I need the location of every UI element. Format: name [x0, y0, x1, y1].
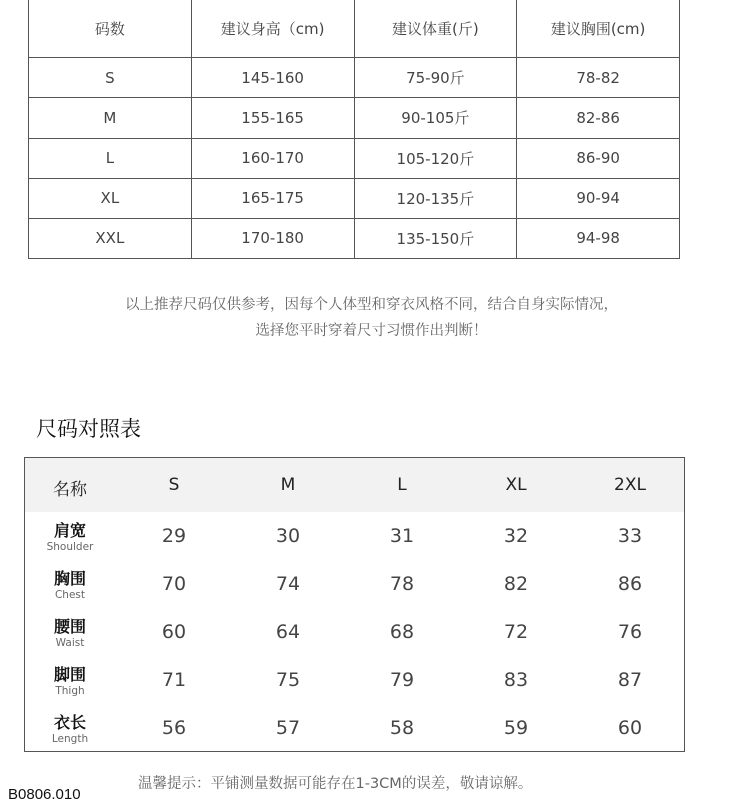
- size-cell: L: [29, 138, 192, 178]
- value-cell: 64: [275, 621, 301, 643]
- value-cell: 74: [275, 573, 301, 595]
- header-size-cell: M: [280, 475, 296, 495]
- comparison-header-row: [25, 458, 684, 512]
- recommend-header-cell: 建议身高（cm): [191, 0, 354, 58]
- bust-cell: 86-90: [517, 138, 680, 178]
- value-cell: 31: [389, 525, 415, 547]
- header-name-cell: 名称: [53, 480, 87, 500]
- measure-name-cn: 肩宽: [53, 521, 86, 540]
- value-cell: 56: [161, 717, 187, 739]
- size-cell: M: [29, 98, 192, 138]
- weight-cell: 75-90斤: [354, 58, 517, 98]
- value-cell: 32: [503, 525, 529, 547]
- table-row: [29, 218, 680, 258]
- measure-name-en: Waist: [55, 637, 85, 649]
- value-cell: 60: [617, 717, 643, 739]
- height-cell: 170-180: [191, 218, 354, 258]
- table-row: [29, 138, 680, 178]
- recommend-header-row: [29, 0, 680, 58]
- value-cell: 86: [617, 573, 643, 595]
- measure-name-cn: 脚围: [53, 665, 86, 684]
- header-size-cell: XL: [505, 475, 527, 495]
- value-cell: 83: [503, 669, 529, 691]
- recommend-note-line2: 选择您平时穿着尺寸习惯作出判断！: [255, 323, 488, 339]
- measure-name-en: Shoulder: [46, 541, 94, 553]
- weight-cell: 90-105斤: [354, 98, 517, 138]
- height-cell: 160-170: [191, 138, 354, 178]
- weight-cell: 105-120斤: [354, 138, 517, 178]
- value-cell: 76: [617, 621, 643, 643]
- weight-cell: 135-150斤: [354, 218, 517, 258]
- value-cell: 78: [389, 573, 415, 595]
- size-comparison-table: [24, 457, 685, 752]
- bust-cell: 94-98: [517, 218, 680, 258]
- weight-cell: 120-135斤: [354, 178, 517, 218]
- value-cell: 71: [161, 669, 187, 691]
- height-cell: 155-165: [191, 98, 354, 138]
- recommend-header-cell: 建议体重(斤): [354, 0, 517, 58]
- bust-cell: 82-86: [517, 98, 680, 138]
- value-cell: 79: [389, 669, 415, 691]
- header-size-cell: 2XL: [614, 475, 646, 495]
- product-code: B0806.010: [8, 786, 81, 803]
- value-cell: 30: [275, 525, 301, 547]
- table-row: [29, 98, 680, 138]
- recommend-note-line1: 以上推荐尺码仅供参考，因每个人体型和穿衣风格不同，结合自身实际情况，: [125, 297, 618, 313]
- measure-name-en: Length: [51, 733, 89, 745]
- value-cell: 29: [161, 525, 187, 547]
- value-cell: 58: [389, 717, 415, 739]
- measure-name-cn: 衣长: [53, 713, 86, 732]
- value-cell: 82: [503, 573, 529, 595]
- value-cell: 59: [503, 717, 529, 739]
- value-cell: 60: [161, 621, 187, 643]
- value-cell: 57: [275, 717, 301, 739]
- recommend-size-table: [28, 0, 680, 259]
- header-size-cell: L: [397, 475, 407, 495]
- measure-name-en: Thigh: [55, 685, 85, 697]
- bust-cell: 90-94: [517, 178, 680, 218]
- height-cell: 165-175: [191, 178, 354, 218]
- recommend-header-cell: 码数: [29, 0, 192, 58]
- measure-name-cn: 胸围: [53, 569, 86, 588]
- measurement-tip: 温馨提示：平铺测量数据可能存在1-3CM的误差，敬请谅解。: [138, 776, 533, 792]
- height-cell: 145-160: [191, 58, 354, 98]
- measure-name-en: Chest: [54, 589, 86, 601]
- size-cell: XXL: [29, 218, 192, 258]
- size-cell: XL: [29, 178, 192, 218]
- size-cell: S: [29, 58, 192, 98]
- recommend-header-cell: 建议胸围(cm): [517, 0, 680, 58]
- table-row: [29, 58, 680, 98]
- value-cell: 70: [161, 573, 187, 595]
- header-size-cell: S: [168, 475, 180, 495]
- value-cell: 72: [503, 621, 529, 643]
- bust-cell: 78-82: [517, 58, 680, 98]
- value-cell: 33: [617, 525, 643, 547]
- measure-name-cn: 腰围: [53, 617, 86, 636]
- value-cell: 75: [275, 669, 301, 691]
- value-cell: 87: [617, 669, 643, 691]
- table-row: [29, 178, 680, 218]
- section-title: 尺码对照表: [36, 417, 141, 441]
- value-cell: 68: [389, 621, 415, 643]
